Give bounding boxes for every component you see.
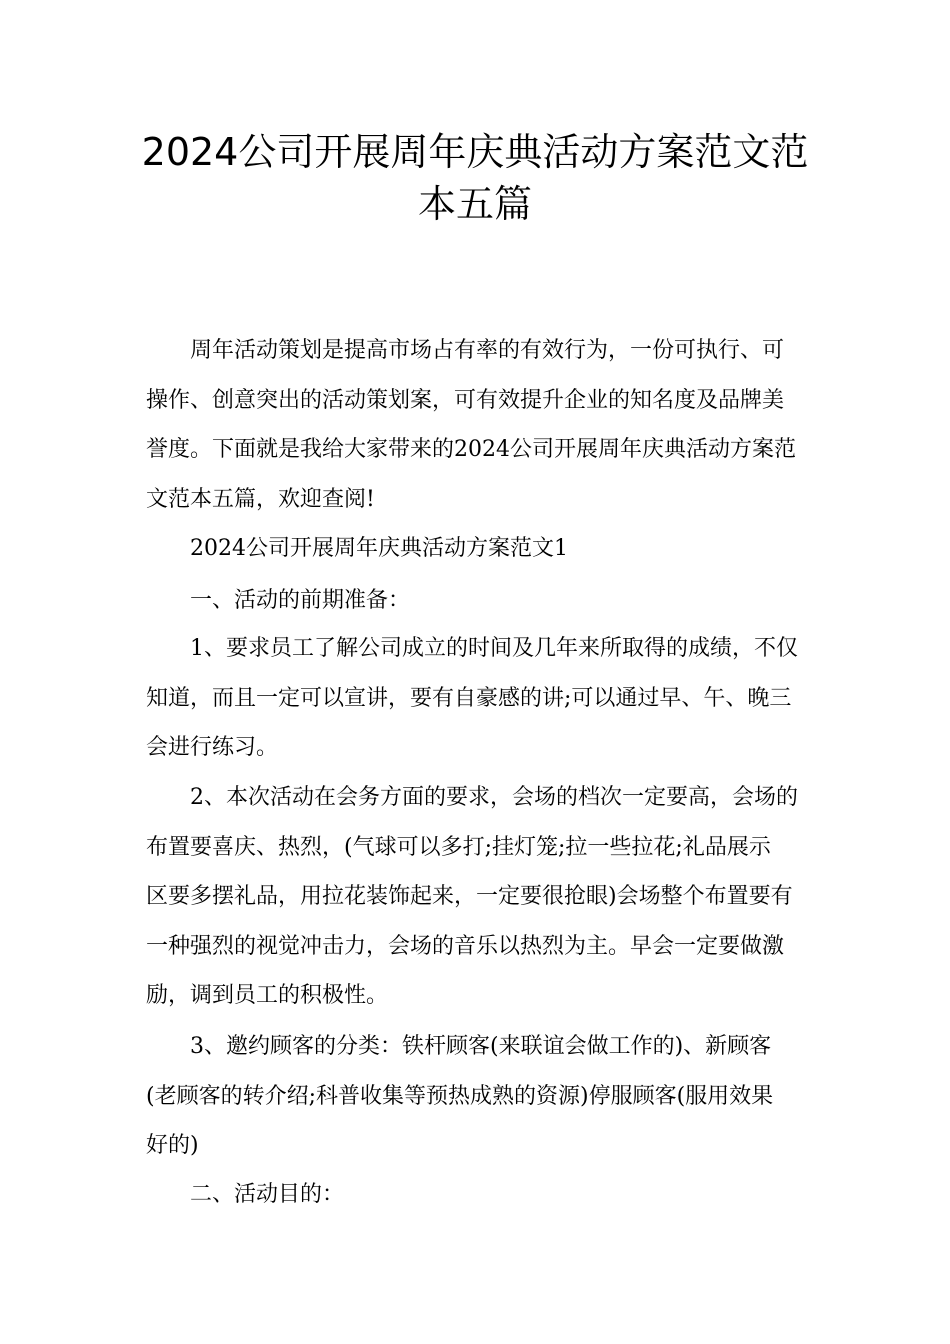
paragraph-line: (老顾客的转介绍;科普收集等预热成熟的资源)停服顾客(服用效果 — [146, 1083, 774, 1109]
paragraph-line: 1、要求员工了解公司成立的时间及几年来所取得的成绩，不仅 — [190, 636, 798, 661]
paragraph-line: 二、活动目的： — [190, 1182, 345, 1207]
paragraph-line: 誉度。下面就是我给大家带来的2024公司开展周年庆典活动方案范 — [146, 437, 796, 462]
section-heading-purpose — [146, 1170, 810, 1220]
intro-paragraph — [146, 326, 810, 524]
paragraph-line: 知道，而且一定可以宣讲，要有自豪感的讲;可以通过早、午、晚三 — [146, 685, 792, 711]
paragraph-line: 文范本五篇，欢迎查阅! — [146, 486, 375, 512]
list-item-3 — [146, 1022, 810, 1171]
section-heading-preparation — [146, 576, 810, 626]
sample-heading — [146, 524, 810, 574]
document-title — [140, 126, 810, 230]
paragraph-line: 一、活动的前期准备： — [190, 588, 411, 613]
paragraph-line: 3、邀约顾客的分类：铁杆顾客(来联谊会做工作的)、新顾客 — [190, 1034, 772, 1059]
paragraph-line: 布置要喜庆、热烈，(气球可以多打;挂灯笼;拉一些拉花;礼品展示 — [146, 834, 771, 860]
paragraph-line: 区要多摆礼品，用拉花装饰起来，一定要很抢眼)会场整个布置要有 — [146, 884, 793, 909]
paragraph-line: 会进行练习。 — [146, 735, 279, 760]
list-item-2 — [146, 773, 810, 1021]
paragraph-line: 2、本次活动在会务方面的要求，会场的档次一定要高，会场的 — [190, 785, 798, 810]
title-line: 本五篇 — [417, 182, 532, 226]
paragraph-line: 2024公司开展周年庆典活动方案范文1 — [190, 536, 568, 561]
paragraph-line: 一种强烈的视觉冲击力，会场的音乐以热烈为主。早会一定要做激 — [146, 933, 785, 959]
paragraph-line: 操作、创意突出的活动策划案，可有效提升企业的知名度及品牌美 — [146, 387, 785, 413]
paragraph-line: 励，调到员工的积极性。 — [146, 983, 389, 1008]
paragraph-line: 周年活动策划是提高市场占有率的有效行为，一份可执行、可 — [190, 338, 785, 363]
title-line: 2024公司开展周年庆典活动方案范文范 — [141, 130, 809, 174]
list-item-1 — [146, 624, 810, 773]
paragraph-line: 好的) — [146, 1133, 199, 1158]
